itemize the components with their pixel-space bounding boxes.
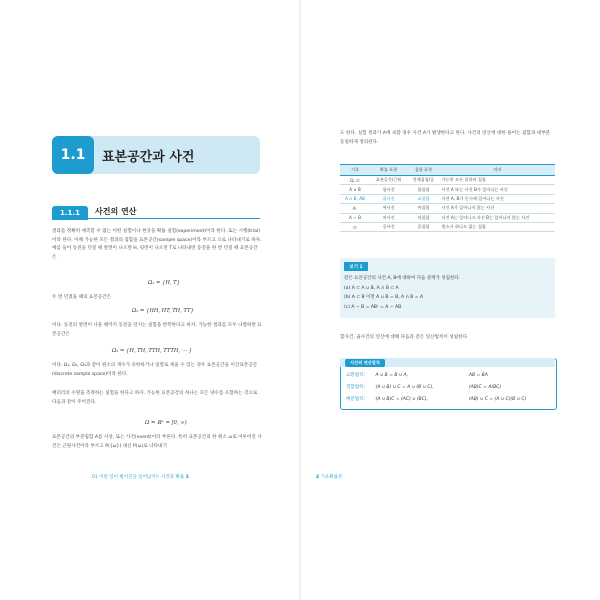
table-cell: 표본공간/근원 [370, 176, 407, 185]
table-row [340, 213, 555, 222]
section-title: 사건의 연산 [95, 207, 137, 216]
table-cell: 사건 A가 일어나지 않는 사건 [440, 204, 555, 213]
table-cell: Ω, ∅ [340, 176, 370, 185]
page-footer [316, 474, 342, 480]
law-row [346, 396, 551, 402]
table-row [340, 185, 555, 194]
table-cell: Aᶜ [340, 204, 370, 213]
table-header: 확률 표현 [370, 165, 407, 176]
paragraph-1: 결과를 정확히 예측할 수 없는 어떤 실험이나 현상을 확률 실험(experiment)이라 한다. 또는 시행(trial)이라 한다. 이때 가능한 모든 결과의 집합을 표본공간(sample space)이라 부르고 으로 나타내기로 하자. 예를 들어 동전을 던질 때 앞면이 나오면 H, 뒷면이 나오면 T로 나타내면 동전을 한 번 던질 때 표본공간은 [52, 229, 262, 260]
paragraph-2: 두 번 던졌을 때의 표본공간은 [52, 295, 112, 300]
table-cell: 공사건 [370, 222, 407, 231]
law-formula-product: AB = BA [468, 373, 488, 378]
paragraph-6: 표본공간의 부분집합 A를 사상, 또는 사건(event)이라 부른다. 특히 표본공간의 한 원소 ω로 이루어진 사건은 근원사건이라 부르고 P({ω}) 대신 P(ω)로 나타내기 [52, 435, 262, 449]
table-cell: 가능한 모든 결과의 집합 [440, 176, 555, 185]
right-page [300, 0, 600, 600]
paragraph-3: 이다. 동전의 앞면이 나올 때까지 동전을 던지는 실험을 반복한다고 하자. 가능한 결과를 모두 나열하면 표본공간은 [52, 323, 262, 337]
table-cell: 곱사건 [370, 194, 407, 203]
law-formula-union: (A ∪ B) ∪ C = A ∪ (B ∪ C), [375, 385, 434, 390]
table-cell: 합집합 [407, 185, 439, 194]
table-cell: ∅ [340, 222, 370, 231]
laws-label: 사건의 연산법칙 [345, 359, 385, 367]
table-cell: 전체집합/공 [407, 176, 439, 185]
chapter-title: 표본공간과 사건 [102, 150, 195, 165]
table-cell: A ∪ B [340, 185, 370, 194]
chapter-number: 1.1 [52, 136, 94, 174]
page-number: 4 [316, 475, 320, 480]
example-line: 같은 표본공간의 사건 A, B에 대하여 다음 관계가 성립한다. [344, 276, 461, 281]
table-cell: 차사건 [370, 213, 407, 222]
law-name: 교환법칙: [346, 373, 365, 378]
table-cell: 사건 A 또는 사건 B가 일어나는 사건 [440, 185, 555, 194]
law-formula-union: A ∪ B = B ∪ A, [375, 373, 409, 378]
page-number: 3 [185, 475, 189, 480]
table-cell: 합사건 [370, 185, 407, 194]
table-cell: 여집합 [407, 204, 439, 213]
intro-paragraph: 도 한다. 실험 결과가 A에 속할 경우 사건 A가 발생한다고 한다. 사건의 연산에 대한 용어는 집합과 대부분 동일하게 정의된다. [340, 131, 551, 145]
footer-chapter: 01 [92, 475, 98, 480]
law-name: 결합법칙: [346, 385, 365, 390]
equation-2: Ω₂ = {HH, HT, TH, TT} [132, 308, 194, 314]
equation-3: Ω₃ = {H, TH, TTH, TTTH, ⋯ } [112, 348, 192, 354]
example-label: 보기 1 [344, 262, 368, 271]
example-line: (a) A ⊂ A ∪ B, A ∩ B ⊂ A [344, 285, 399, 291]
equation-1: Ω₁ = {H, T} [148, 280, 180, 286]
example-content [344, 274, 549, 312]
table-cell: 사건 A는 일어나고 사건 B는 일어나지 않는 사건 [440, 213, 555, 222]
table-header-row [340, 165, 555, 176]
equation-4: Ω = ℝ⁺ = [0, ∞) [145, 420, 187, 426]
table-row [340, 204, 555, 213]
law-formula-union: (A ∪ B)C = (AC) ∪ (BC), [375, 397, 429, 402]
table-row [340, 176, 555, 185]
table-header: 기호 [340, 165, 370, 176]
table-cell: 여사건 [370, 204, 407, 213]
table-cell: A ∩ B, AB [340, 194, 370, 203]
law-row [346, 372, 551, 378]
table-row [340, 222, 555, 231]
example-line: (b) A ⊂ B 이면 A ∪ B = B, A ∩ B = A [344, 295, 424, 300]
law-formula-product: (AB)C = A(BC) [468, 385, 502, 390]
event-operations-table [340, 164, 555, 232]
law-formula-product: (AB) ∪ C = (A ∪ C)(B ∪ C) [468, 397, 527, 402]
table-row [340, 194, 555, 203]
laws-intro-paragraph: 합사건, 곱사건의 연산에 대해 다음과 같은 연산법칙이 성립한다. [340, 335, 469, 340]
section-number: 1.1.1 [52, 206, 88, 220]
table-cell: A − B [340, 213, 370, 222]
law-row [346, 384, 551, 390]
table-header: 의미 [440, 165, 555, 176]
table-cell: 차집합 [407, 213, 439, 222]
table-cell: 공집합 [407, 222, 439, 231]
table-cell: 원소가 하나도 없는 집합 [440, 222, 555, 231]
footer-text: 기초확률론 [320, 475, 343, 480]
table-header: 집합 표현 [407, 165, 439, 176]
footer-text: 어떤 일이 벌어진을 일어날까?: 사건과 확률 [99, 475, 185, 480]
example-line: (c) A − B = ABᶜ = A − AB [344, 304, 402, 310]
page-footer [92, 474, 189, 480]
table-cell: 사건 A, B가 동시에 일어나는 사건 [440, 194, 555, 203]
section-divider [52, 218, 260, 219]
paragraph-5: 배터리의 수명을 측정하는 실험을 한다고 하자. 가능한 표본공간의 하나는 모든 양수를 포함하는 것으로 다음과 같이 주어진다. [52, 391, 258, 405]
table-cell: 교집합 [407, 194, 439, 203]
paragraph-4: 이다. Ω₁, Ω₂, Ω₃과 같이 원소의 개수가 유한하거나 일렬로 세울 수 있는 경우 표본공간을 이산표본공간(discrete sample space)이라 한다. [52, 363, 258, 377]
law-name: 배분법칙: [346, 397, 365, 402]
